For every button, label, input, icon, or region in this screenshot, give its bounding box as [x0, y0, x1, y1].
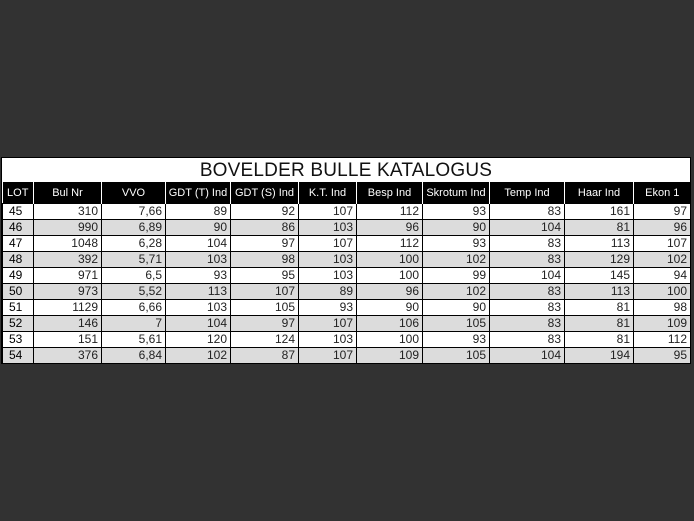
- table-cell: 5,71: [102, 252, 166, 268]
- table-cell: 113: [166, 284, 231, 300]
- column-header-lot: LOT: [3, 182, 34, 204]
- table-cell: 83: [490, 284, 565, 300]
- lot-cell: 49: [3, 268, 34, 284]
- table-cell: 124: [231, 332, 299, 348]
- table-cell: 100: [357, 252, 423, 268]
- table-row: [3, 348, 691, 364]
- table-cell: 112: [357, 236, 423, 252]
- lot-cell: 50: [3, 284, 34, 300]
- table-cell: 97: [231, 316, 299, 332]
- table-cell: 94: [634, 268, 691, 284]
- table-cell: 102: [423, 252, 490, 268]
- table-cell: 102: [423, 284, 490, 300]
- table-cell: 105: [231, 300, 299, 316]
- table-row: [3, 220, 691, 236]
- table-cell: 93: [423, 236, 490, 252]
- table-cell: 6,89: [102, 220, 166, 236]
- table-cell: 83: [490, 316, 565, 332]
- table-cell: 104: [166, 316, 231, 332]
- table-cell: 96: [634, 220, 691, 236]
- table-cell: 86: [231, 220, 299, 236]
- table-cell: 102: [634, 252, 691, 268]
- table-cell: 112: [357, 204, 423, 220]
- table-row: [3, 204, 691, 220]
- table-cell: 104: [166, 236, 231, 252]
- table-cell: 103: [299, 220, 357, 236]
- table-cell: 6,84: [102, 348, 166, 364]
- table-cell: 90: [423, 220, 490, 236]
- table-cell: 6,66: [102, 300, 166, 316]
- table-cell: 98: [634, 300, 691, 316]
- table-cell: 89: [299, 284, 357, 300]
- table-cell: 95: [634, 348, 691, 364]
- column-header-haar-ind: Haar Ind: [565, 182, 634, 204]
- table-cell: 107: [634, 236, 691, 252]
- lot-cell: 53: [3, 332, 34, 348]
- table-cell: 376: [34, 348, 102, 364]
- table-cell: 96: [357, 284, 423, 300]
- column-header-vvo: VVO: [102, 182, 166, 204]
- table-cell: 105: [423, 348, 490, 364]
- table-cell: 97: [231, 236, 299, 252]
- table-cell: 112: [634, 332, 691, 348]
- table-cell: 106: [357, 316, 423, 332]
- table-cell: 103: [166, 300, 231, 316]
- lot-cell: 54: [3, 348, 34, 364]
- table-cell: 973: [34, 284, 102, 300]
- table-row: [3, 268, 691, 284]
- lot-cell: 46: [3, 220, 34, 236]
- table-cell: 103: [166, 252, 231, 268]
- table-cell: 5,61: [102, 332, 166, 348]
- table-cell: 103: [299, 332, 357, 348]
- table-cell: 93: [166, 268, 231, 284]
- table-cell: 93: [299, 300, 357, 316]
- table-cell: 81: [565, 332, 634, 348]
- column-header-besp-ind: Besp Ind: [357, 182, 423, 204]
- table-cell: 6,28: [102, 236, 166, 252]
- column-header-bul-nr: Bul Nr: [34, 182, 102, 204]
- catalog-table: [2, 182, 691, 364]
- table-cell: 113: [565, 236, 634, 252]
- column-header-ekon-1: Ekon 1: [634, 182, 691, 204]
- table-cell: 103: [299, 268, 357, 284]
- table-cell: 310: [34, 204, 102, 220]
- table-cell: 6,5: [102, 268, 166, 284]
- table-cell: 392: [34, 252, 102, 268]
- table-cell: 113: [565, 284, 634, 300]
- table-cell: 81: [565, 316, 634, 332]
- catalog-sheet: [1, 157, 691, 364]
- table-cell: 95: [231, 268, 299, 284]
- table-cell: 90: [423, 300, 490, 316]
- table-cell: 1129: [34, 300, 102, 316]
- table-cell: 83: [490, 236, 565, 252]
- lot-cell: 47: [3, 236, 34, 252]
- table-cell: 120: [166, 332, 231, 348]
- table-cell: 107: [299, 316, 357, 332]
- table-cell: 100: [357, 268, 423, 284]
- table-cell: 1048: [34, 236, 102, 252]
- table-cell: 971: [34, 268, 102, 284]
- table-cell: 99: [423, 268, 490, 284]
- table-cell: 102: [166, 348, 231, 364]
- table-cell: 109: [357, 348, 423, 364]
- table-row: [3, 332, 691, 348]
- table-cell: 90: [166, 220, 231, 236]
- table-cell: 100: [357, 332, 423, 348]
- lot-cell: 51: [3, 300, 34, 316]
- table-cell: 92: [231, 204, 299, 220]
- column-header-skrotum-ind: Skrotum Ind: [423, 182, 490, 204]
- column-header-gdt-t-ind: GDT (T) Ind: [166, 182, 231, 204]
- table-cell: 83: [490, 204, 565, 220]
- table-cell: 109: [634, 316, 691, 332]
- table-cell: 107: [299, 204, 357, 220]
- table-cell: 107: [231, 284, 299, 300]
- table-row: [3, 252, 691, 268]
- table-cell: 7: [102, 316, 166, 332]
- lot-cell: 45: [3, 204, 34, 220]
- table-cell: 93: [423, 332, 490, 348]
- table-cell: 146: [34, 316, 102, 332]
- table-cell: 103: [299, 252, 357, 268]
- table-row: [3, 316, 691, 332]
- table-cell: 104: [490, 348, 565, 364]
- table-cell: 100: [634, 284, 691, 300]
- table-cell: 129: [565, 252, 634, 268]
- table-cell: 93: [423, 204, 490, 220]
- table-cell: 96: [357, 220, 423, 236]
- table-cell: 87: [231, 348, 299, 364]
- column-header-kt-ind: K.T. Ind: [299, 182, 357, 204]
- table-cell: 81: [565, 300, 634, 316]
- table-cell: 5,52: [102, 284, 166, 300]
- table-cell: 105: [423, 316, 490, 332]
- lot-cell: 52: [3, 316, 34, 332]
- table-cell: 89: [166, 204, 231, 220]
- column-header-gdt-s-ind: GDT (S) Ind: [231, 182, 299, 204]
- table-cell: 104: [490, 268, 565, 284]
- header-row: [3, 182, 691, 204]
- table-cell: 83: [490, 252, 565, 268]
- table-cell: 151: [34, 332, 102, 348]
- table-cell: 83: [490, 300, 565, 316]
- table-cell: 145: [565, 268, 634, 284]
- column-header-temp-ind: Temp Ind: [490, 182, 565, 204]
- table-cell: 81: [565, 220, 634, 236]
- lot-cell: 48: [3, 252, 34, 268]
- table-cell: 7,66: [102, 204, 166, 220]
- table-row: [3, 284, 691, 300]
- table-cell: 98: [231, 252, 299, 268]
- table-cell: 97: [634, 204, 691, 220]
- table-row: [3, 300, 691, 316]
- table-cell: 107: [299, 236, 357, 252]
- catalog-title: BOVELDER BULLE KATALOGUS: [199, 160, 493, 181]
- table-cell: 83: [490, 332, 565, 348]
- table-cell: 990: [34, 220, 102, 236]
- table-row: [3, 236, 691, 252]
- table-body: [3, 204, 691, 364]
- table-cell: 90: [357, 300, 423, 316]
- table-cell: 104: [490, 220, 565, 236]
- table-cell: 161: [565, 204, 634, 220]
- table-cell: 107: [299, 348, 357, 364]
- table-cell: 194: [565, 348, 634, 364]
